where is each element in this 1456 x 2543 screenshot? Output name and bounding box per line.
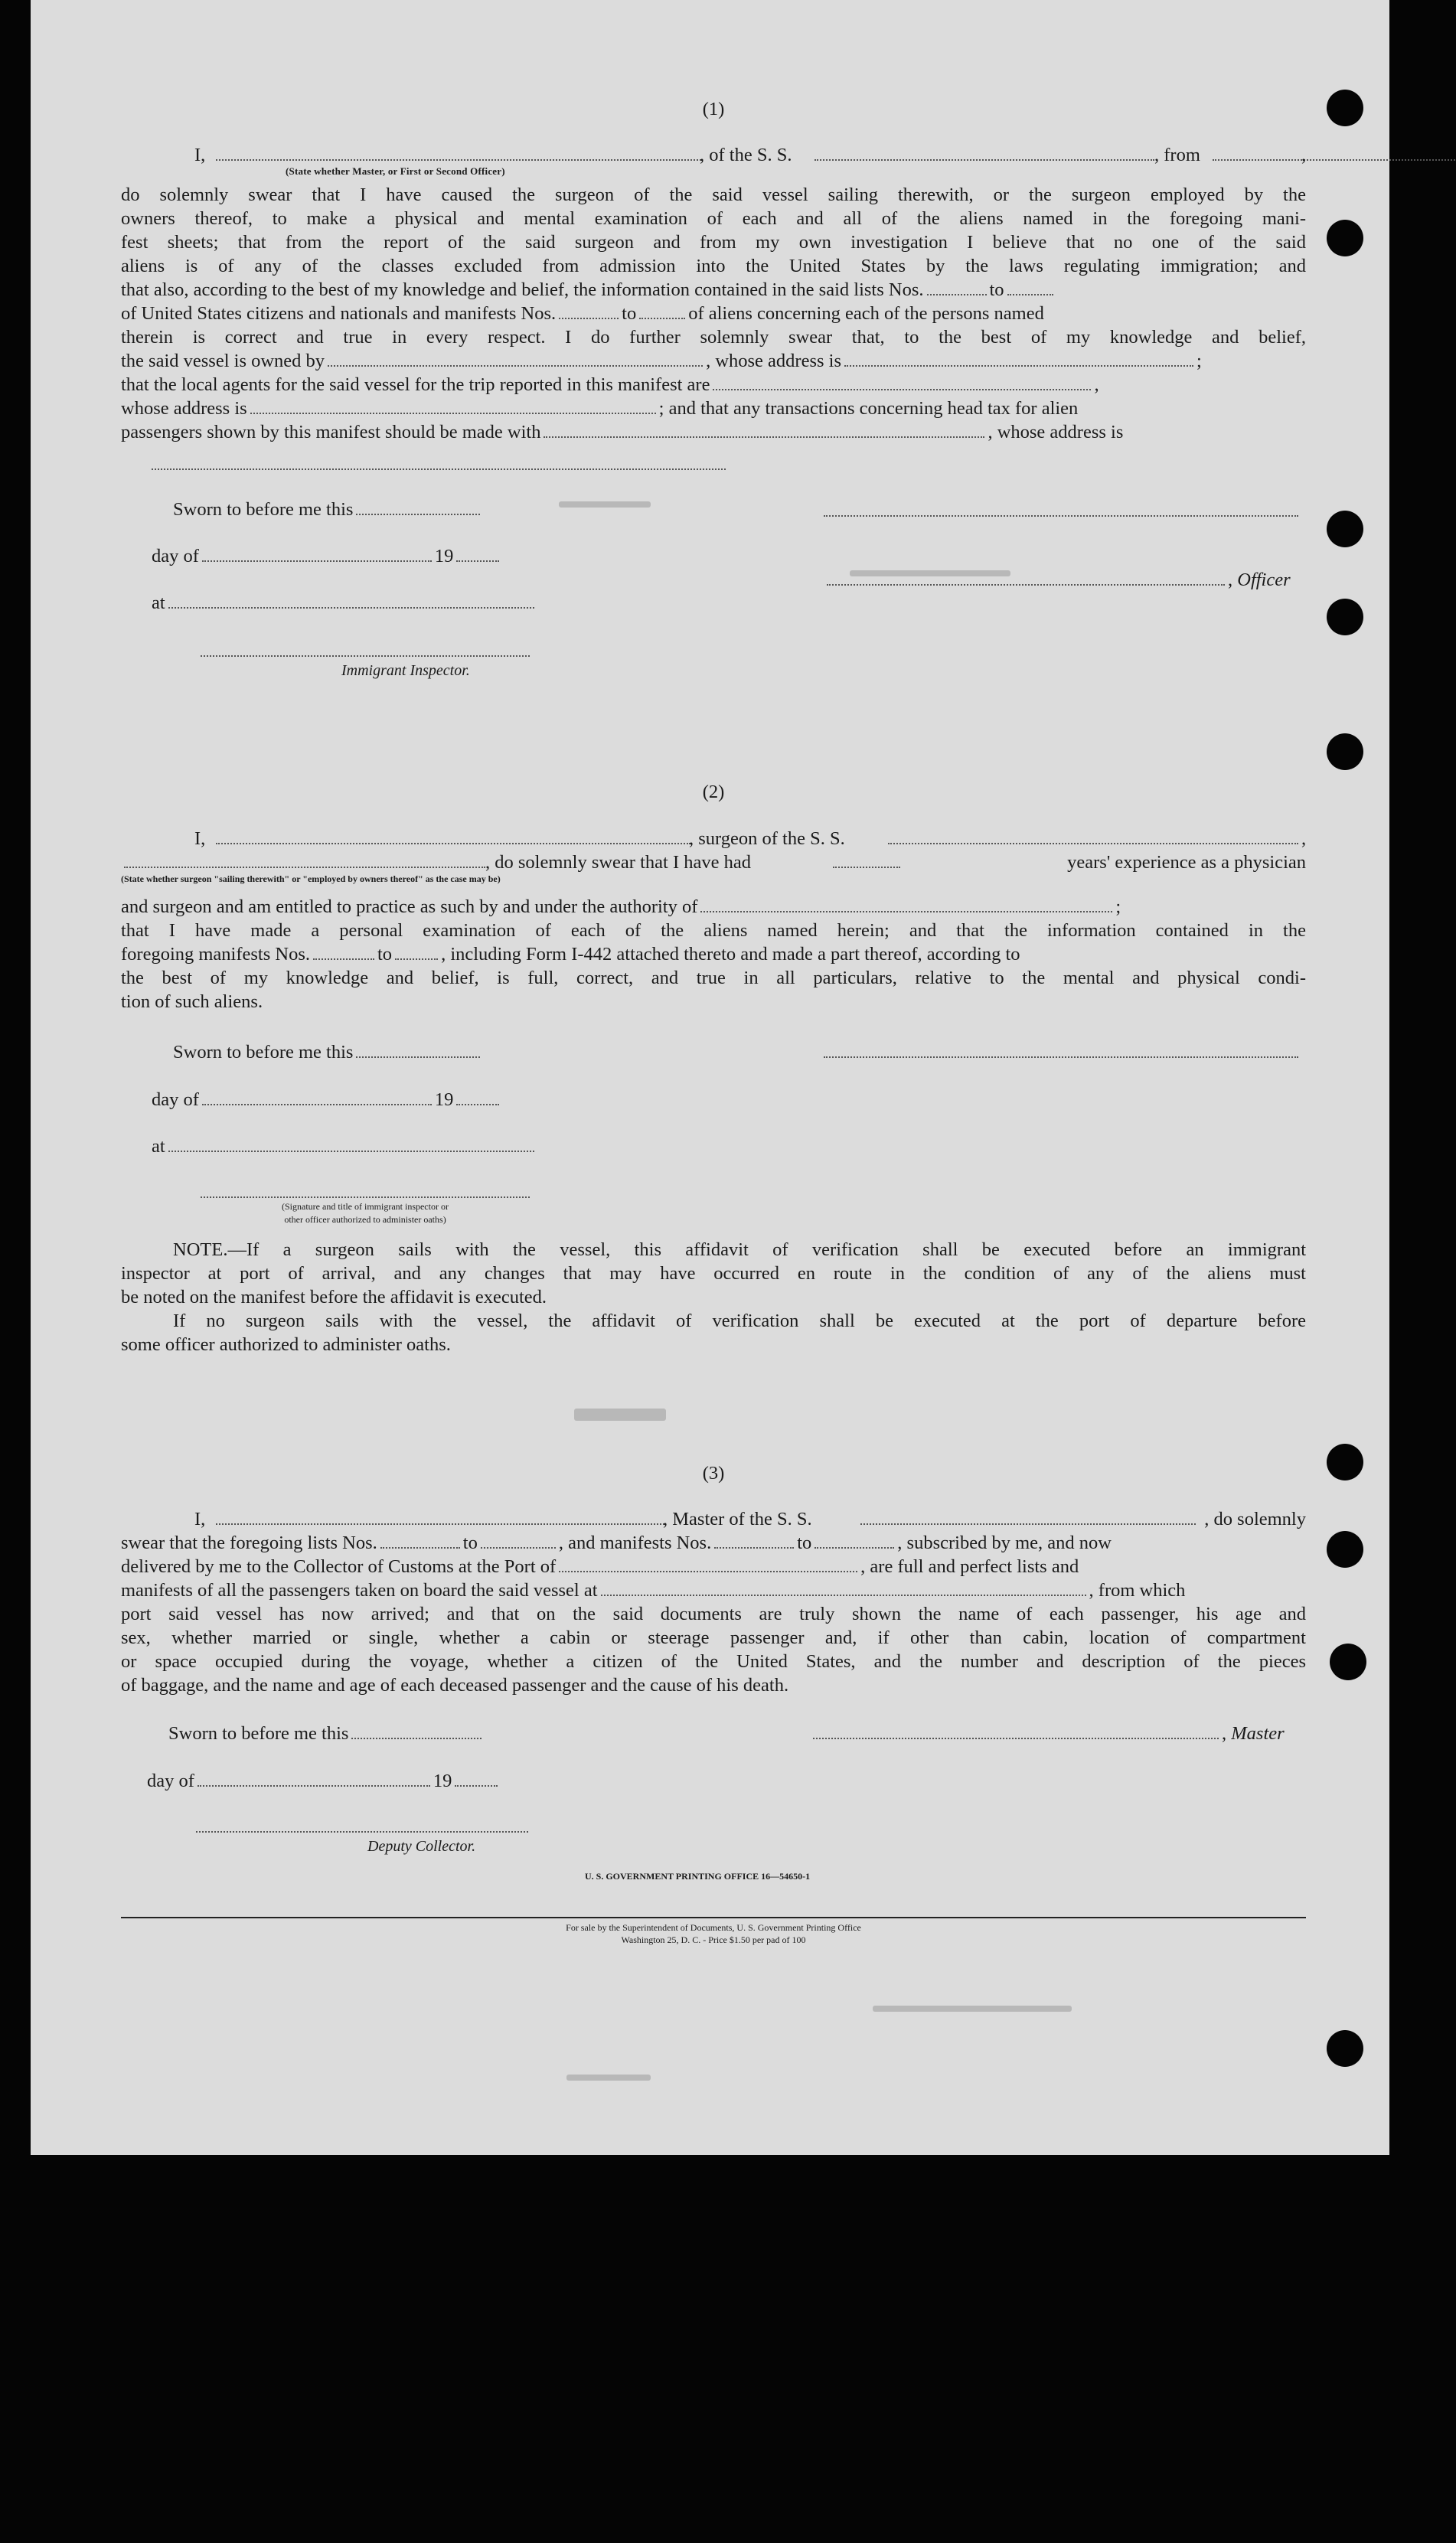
note-text: If no surgeon sails with the vessel, the affidavit of verification shall be executed at the port of departure before xyxy=(173,1311,1306,1331)
note-text: NOTE.—If a surgeon sails with the vessel, this affidavit of verification shall be executed before an immigrant xyxy=(173,1239,1306,1260)
section-2-day: day of 19 xyxy=(152,1089,502,1112)
section-1-at: at xyxy=(152,592,537,615)
deputy-collector-label: Deputy Collector. xyxy=(367,1838,476,1855)
section-2-sworn: Sworn to before me this xyxy=(173,1041,483,1064)
sale-notice-1: For sale by the Superintendent of Documents, U. S. Government Printing Office xyxy=(566,1922,861,1933)
note-text: inspector at port of arrival, and any changes that may have occurred en route in the condition of any of the aliens must xyxy=(121,1263,1306,1284)
section-1-agents-line: that the local agents for the said vessel for the trip reported in this manifest are , xyxy=(121,374,1099,395)
sale-notice-2: Washington 25, D. C. - Price $1.50 per pad of 100 xyxy=(621,1934,806,1945)
document-page xyxy=(31,0,1389,2155)
section-1-text: do solemnly swear that I have caused the surgeon of the said vessel sailing therewith, or the surgeon employed by the xyxy=(121,184,1306,205)
section-2-text: tion of such aliens. xyxy=(121,991,263,1012)
section-1-officer-signature: , Officer xyxy=(824,569,1291,592)
master-label: Master xyxy=(1231,1723,1285,1744)
section-3-master-signature: , Master xyxy=(810,1722,1285,1745)
section-2-authority-line: and surgeon and am entitled to practice as such by and under the authority of ; xyxy=(121,896,1121,917)
section-3-line-4: manifests of all the passengers taken on board the said vessel at , from which xyxy=(121,1580,1186,1601)
section-3-line-2: swear that the foregoing lists Nos. to , and manifests Nos. to , subscribed by me, and now xyxy=(121,1533,1112,1553)
section-1-day: day of 19 xyxy=(152,545,502,568)
punch-hole xyxy=(1327,90,1363,126)
section-1-manifests-line: of United States citizens and nationals and manifests Nos. to of aliens concerning each of the persons named xyxy=(121,303,1044,324)
section-2-text: that I have made a personal examination of each of the aliens named herein; and that the information contained in the xyxy=(121,920,1306,941)
gpo-imprint: U. S. GOVERNMENT PRINTING OFFICE 16—54650-1 xyxy=(585,1871,811,1882)
section-3-text: port said vessel has now arrived; and that on the said documents are truly shown the name of each passenger, his age and xyxy=(121,1604,1306,1624)
signature-title-label-2: other officer authorized to administer oaths) xyxy=(284,1214,446,1225)
section-3-line-3: delivered by me to the Collector of Customs at the Port of , are full and perfect lists and xyxy=(121,1556,1079,1577)
section-2-at: at xyxy=(152,1135,537,1158)
section-1-sworn: Sworn to before me this xyxy=(173,498,483,521)
section-1-text: fest sheets; that from the report of the said surgeon and from my own investigation I believe that no one of the said xyxy=(121,232,1306,253)
affidavit-form: (1) I, , of the S. S. , from , (State whether Master, or First or Second Officer) do solemnly swear that I have caused the surgeon of the said vessel sailing therewith, or the surgeon employed by the owners thereof, to make a physical and mental examination of each and all of the aliens named in the foregoing mani- fest sheets; that from the report of the said surgeon and from my own investigation I believe that no one of the said aliens is of any of the classes excluded from admission into the United States by the laws regulating immigration; and that also, according to the best of my knowledge and belief, the information contained in the said lists Nos. to of United States citizens and nationals and manifests Nos. to of aliens concerning each of the persons named therein is correct and true in every respect. I do further solemnly swear that, to the best of my knowledge and belief, the said vessel is owned by , whose address is ; that the local agents for the said vessel for the trip reported in this manifest are , whose address is ; and that any transactions concerning head tax for alien passengers shown by this manifest should be made with , whose address is Sworn to before me this day of 19 , Officer at Immigrant Inspector. (2) I, , surgeon of the S. S. , , do solemnly swear that I have had years' experience as a physician (State whether surgeon "sailing therewith" or "employed by owners thereof" as the case may be) and surgeon and am entitled to practice as such by and under the authority of ; that I have made a personal examination of each of the aliens named herein; and that the information contained in the foregoing manifests Nos. to , including Form I-442 attached thereto and made a part thereof, according to the best of my knowledge and belief, is full, correct, and true in all particulars, relative to the mental and physical condi- tion of such aliens. Sworn to before me this day of 19 at (Signature and title of immigrant inspector or other officer authorized to administer oaths) NOTE.—If a surgeon sails with the vessel, this affidavit of verification shall be executed before an immigrant inspector at port of arrival, and any changes that may have occurred en route in the condition of any of the aliens must be noted on the manifest before the affidavit is executed. If no surgeon sails with the vessel, the affidavit of verification shall be executed at the port of departure before some officer authorized to administer oaths. (3) I, , Master of the S. S. , do solemnly swear that the foregoing lists Nos. to , and manifests Nos. to , subscribed by me, and now delivered by me to the Collector of Customs at the Port of , are full and perfect lists and manifests of all the passengers taken on board the said vessel at , from which port said vessel has now arrived; and that on the said documents are truly shown the name of each passenger, his age and sex, whether married or single, whether a cabin or steerage passenger and, if other than cabin, location of compartment or space occupied during the voyage, whether a citizen of the United States, and the number and description of the pieces of baggage, and the name and age of each deceased passenger and the cause of his death. Sworn to before me this , Master day of 19 Deputy Collector. U. S. GOVERNMENT PRINTING OFFICE 16—54650-1 For sale by the Superintendent of Documents, U. S. Government Printing Office Washington 25, D. C. - Price $1.50 per pad of 100 xyxy=(121,0,1306,2155)
section-1-text: therein is correct and true in every respect. I do further solemnly swear that, to the best of my knowledge and belief, xyxy=(121,327,1306,348)
note-text: some officer authorized to administer oaths. xyxy=(121,1334,451,1355)
punch-hole xyxy=(1327,1531,1363,1568)
surgeon-type-label: (State whether surgeon "sailing therewith" or "employed by owners thereof" as the case may be) xyxy=(121,873,501,884)
section-3-text: of baggage, and the name and age of each deceased passenger and the cause of his death. xyxy=(121,1675,789,1696)
section-1-text: aliens is of any of the classes excluded from admission into the United States by the laws regulating immigration; and xyxy=(121,256,1306,276)
section-3-number: (3) xyxy=(702,1463,725,1484)
punch-hole xyxy=(1327,733,1363,770)
punch-hole xyxy=(1327,1444,1363,1480)
section-1-text: owners thereof, to make a physical and mental examination of each and all of the aliens named in the foregoing mani- xyxy=(121,208,1306,229)
section-3-text: sex, whether married or single, whether a cabin or steerage passenger and, if other than cabin, location of compartment xyxy=(121,1627,1306,1648)
section-3-text: or space occupied during the voyage, whether a citizen of the United States, and the number and description of the pieces xyxy=(121,1651,1306,1672)
section-2-text: the best of my knowledge and belief, is full, correct, and true in all particulars, relative to the mental and physical condi- xyxy=(121,968,1306,988)
section-1-address-line: whose address is ; and that any transactions concerning head tax for alien xyxy=(121,398,1079,419)
section-1-lists-line: that also, according to the best of my knowledge and belief, the information contained in the said lists Nos. to xyxy=(121,279,1306,302)
section-1-owner-line: the said vessel is owned by , whose address is ; xyxy=(121,351,1202,371)
section-1-headtax-line: passengers shown by this manifest should be made with , whose address is xyxy=(121,422,1124,442)
immigrant-inspector-label: Immigrant Inspector. xyxy=(341,662,470,679)
punch-hole xyxy=(1327,2030,1363,2067)
punch-hole xyxy=(1330,1644,1366,1680)
punch-hole xyxy=(1327,511,1363,547)
section-2-number: (2) xyxy=(702,782,725,802)
section-3-day: day of 19 xyxy=(147,1770,501,1793)
punch-hole xyxy=(1327,220,1363,256)
punch-hole xyxy=(1327,599,1363,635)
note-text: be noted on the manifest before the affidavit is executed. xyxy=(121,1287,547,1307)
officer-type-label: (State whether Master, or First or Second Officer) xyxy=(286,165,505,177)
section-3-sworn: Sworn to before me this xyxy=(168,1722,485,1745)
section-2-manifests-line: foregoing manifests Nos. to , including Form I-442 attached thereto and made a part thereof, according to xyxy=(121,944,1020,965)
officer-label: Officer xyxy=(1237,570,1291,590)
signature-title-label-1: (Signature and title of immigrant inspector or xyxy=(282,1201,449,1212)
section-1-number: (1) xyxy=(702,99,725,119)
